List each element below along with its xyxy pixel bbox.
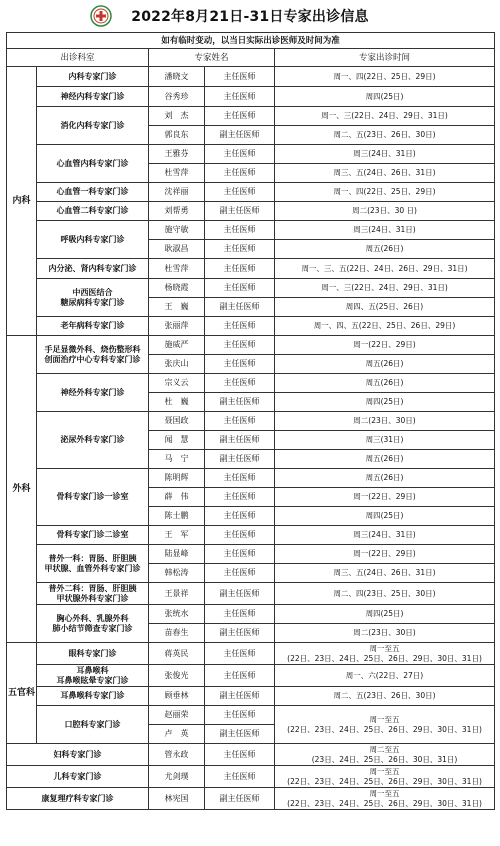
clinic-line: 耳鼻喉科 <box>76 665 109 675</box>
time-line: 周一至五 <box>369 766 400 776</box>
expert-name: 张庆山 <box>149 355 205 374</box>
clinic-time: 周三(24日、31日) <box>275 526 495 545</box>
clinic-time: 周二(23日、30 日) <box>275 202 495 221</box>
clinic-time: 周五(26日) <box>275 469 495 488</box>
category-wuguan: 五官科 <box>7 643 37 744</box>
clinic-time: 周五(26日) <box>275 374 495 393</box>
clinic-cell: 心血管一科专家门诊 <box>37 183 149 202</box>
expert-title: 副主任医师 <box>205 687 275 706</box>
expert-name: 张统水 <box>149 605 205 624</box>
notice-row <box>7 33 495 49</box>
clinic-cell: 口腔科专家门诊 <box>37 706 149 744</box>
clinic-cell <box>37 279 149 317</box>
clinic-line: 甲状腺、血管外科专家门诊 <box>44 563 141 573</box>
expert-title: 副主任医师 <box>205 202 275 221</box>
clinic-cell: 耳鼻喉科专家门诊 <box>37 687 149 706</box>
clinic-cell: 康复理疗科专家门诊 <box>7 788 149 810</box>
expert-name: 聂国政 <box>149 412 205 431</box>
expert-title: 副主任医师 <box>205 583 275 605</box>
clinic-time: 周一、三(22日、24日、29日、31日) <box>275 279 495 298</box>
expert-title: 副主任医师 <box>205 725 275 744</box>
clinic-cell: 骨科专家门诊二诊室 <box>37 526 149 545</box>
clinic-line: 胸心外科、乳腺外科 <box>56 613 129 623</box>
expert-title: 主任医师 <box>205 507 275 526</box>
clinic-time <box>275 706 495 744</box>
expert-title: 副主任医师 <box>205 450 275 469</box>
time-line: (23日、24日、25日、26日、30日、31日) <box>311 754 458 764</box>
clinic-cell: 儿科专家门诊 <box>7 766 149 788</box>
clinic-time: 周四(25日) <box>275 507 495 526</box>
table-row <box>7 336 495 355</box>
expert-name: 陈士鹏 <box>149 507 205 526</box>
expert-name: 尤剑璞 <box>149 766 205 788</box>
expert-name: 韩松涛 <box>149 564 205 583</box>
expert-title: 主任医师 <box>205 355 275 374</box>
clinic-cell: 内分泌、肾内科专家门诊 <box>37 259 149 279</box>
clinic-time: 周三、五(24日、26日、31日) <box>275 564 495 583</box>
expert-name: 杜雪萍 <box>149 164 205 183</box>
clinic-time: 周一(22日、29日) <box>275 545 495 564</box>
clinic-time: 周二、四(23日、25日、30日) <box>275 583 495 605</box>
time-line: 周二至五 <box>369 744 400 754</box>
expert-name: 施威严 <box>149 336 205 355</box>
table-row <box>7 469 495 488</box>
time-line: (22日、23日、24日、25日、26日、29日、30日、31日) <box>287 653 482 663</box>
clinic-time: 周三、五(24日、26日、31日) <box>275 164 495 183</box>
clinic-line: 耳鼻喉眩晕专家门诊 <box>56 675 129 685</box>
table-row <box>7 412 495 431</box>
clinic-time: 周五(26日) <box>275 450 495 469</box>
expert-title: 主任医师 <box>205 564 275 583</box>
clinic-time: 周三(24日、31日) <box>275 221 495 240</box>
expert-name: 张俊光 <box>149 665 205 687</box>
clinic-time: 周四(25日) <box>275 87 495 107</box>
table-row <box>7 605 495 624</box>
clinic-time: 周二(23日、30日) <box>275 412 495 431</box>
clinic-line: 创面治疗中心专科专家门诊 <box>44 354 141 364</box>
table-row <box>7 221 495 240</box>
expert-name: 刘 杰 <box>149 107 205 126</box>
expert-title: 主任医师 <box>205 545 275 564</box>
expert-title: 主任医师 <box>205 665 275 687</box>
clinic-time: 周一、四(22日、25日、29日) <box>275 183 495 202</box>
time-line: (22日、23日、24日、25日、26日、29日、30日、31日) <box>287 798 482 808</box>
expert-name: 耿淑昌 <box>149 240 205 259</box>
clinic-time: 周五(26日) <box>275 240 495 259</box>
table-row <box>7 183 495 202</box>
expert-title: 副主任医师 <box>205 788 275 810</box>
table-row <box>7 67 495 87</box>
expert-title: 主任医师 <box>205 469 275 488</box>
clinic-time: 周四(25日) <box>275 393 495 412</box>
clinic-time: 周一、三(22日、24日、29日、31日) <box>275 107 495 126</box>
expert-name: 陈明辉 <box>149 469 205 488</box>
expert-title: 主任医师 <box>205 488 275 507</box>
header-row <box>7 49 495 67</box>
time-line: (22日、23日、24日、25日、26日、29日、30日、31日) <box>287 776 482 786</box>
expert-name: 闻 慧 <box>149 431 205 450</box>
clinic-line: 甲状腺外科专家门诊 <box>56 593 129 603</box>
table-row <box>7 317 495 336</box>
clinic-cell <box>37 665 149 687</box>
expert-title: 主任医师 <box>205 317 275 336</box>
expert-name: 王 军 <box>149 526 205 545</box>
clinic-time <box>275 766 495 788</box>
clinic-time: 周四、五(25日、26日) <box>275 298 495 317</box>
clinic-time: 周二、五(23日、26日、30日) <box>275 687 495 706</box>
table-row <box>7 259 495 279</box>
table-row <box>7 583 495 605</box>
expert-name: 蒋英民 <box>149 643 205 665</box>
expert-name: 刘帮勇 <box>149 202 205 221</box>
clinic-line: 手足显微外科、烧伤整形科 <box>44 344 141 354</box>
table-row <box>7 545 495 564</box>
clinic-cell: 老年病科专家门诊 <box>37 317 149 336</box>
header-expert: 专家姓名 <box>149 49 275 67</box>
expert-title: 主任医师 <box>205 744 275 766</box>
expert-name: 郭良东 <box>149 126 205 145</box>
table-row <box>7 526 495 545</box>
time-line: 周一至五 <box>369 788 400 798</box>
table-row <box>7 202 495 221</box>
expert-title: 主任医师 <box>205 107 275 126</box>
clinic-cell: 神经外科专家门诊 <box>37 374 149 412</box>
clinic-cell: 消化内科专家门诊 <box>37 107 149 145</box>
schedule-table <box>6 32 495 810</box>
expert-title: 主任医师 <box>205 766 275 788</box>
clinic-cell: 眼科专家门诊 <box>37 643 149 665</box>
time-line: 周一至五 <box>369 714 400 724</box>
expert-title: 主任医师 <box>205 605 275 624</box>
table-row <box>7 744 495 766</box>
clinic-cell: 内科专家门诊 <box>37 67 149 87</box>
expert-name: 薛 伟 <box>149 488 205 507</box>
expert-name: 顾垂林 <box>149 687 205 706</box>
clinic-time: 周一、三、五(22日、24日、26日、29日、31日) <box>275 259 495 279</box>
expert-name: 张丽萍 <box>149 317 205 336</box>
clinic-cell: 骨科专家门诊一诊室 <box>37 469 149 526</box>
expert-title: 主任医师 <box>205 183 275 202</box>
clinic-time <box>275 744 495 766</box>
expert-name: 沈祥丽 <box>149 183 205 202</box>
expert-title: 主任医师 <box>205 412 275 431</box>
expert-title: 主任医师 <box>205 374 275 393</box>
clinic-time: 周一、四、五(22日、25日、26日、29日) <box>275 317 495 336</box>
expert-name: 卢 英 <box>149 725 205 744</box>
expert-name: 陆显峰 <box>149 545 205 564</box>
expert-name: 杜雪萍 <box>149 259 205 279</box>
header-time: 专家出诊时间 <box>275 49 495 67</box>
expert-title: 主任医师 <box>205 526 275 545</box>
clinic-cell: 呼吸内科专家门诊 <box>37 221 149 259</box>
clinic-line: 中西医结合 <box>72 287 113 297</box>
time-line: (22日、23日、24日、25日、26日、29日、30日、31日) <box>287 724 482 734</box>
clinic-time: 周一(22日、29日) <box>275 488 495 507</box>
clinic-line: 普外一科：胃肠、肝胆胰 <box>48 553 137 563</box>
expert-title: 副主任医师 <box>205 298 275 317</box>
clinic-time: 周一、六(22日、27日) <box>275 665 495 687</box>
page-title: 2022年8月21日-31日专家出诊信息 <box>131 9 369 25</box>
expert-name: 林宪国 <box>149 788 205 810</box>
expert-name: 谷秀珍 <box>149 87 205 107</box>
clinic-time <box>275 788 495 810</box>
table-row <box>7 87 495 107</box>
table-row <box>7 788 495 810</box>
expert-name: 杜 巍 <box>149 393 205 412</box>
time-line: 周一至五 <box>369 643 400 653</box>
expert-name: 王雅芬 <box>149 145 205 164</box>
expert-title: 主任医师 <box>205 706 275 725</box>
expert-title: 副主任医师 <box>205 126 275 145</box>
expert-name: 潘晓文 <box>149 67 205 87</box>
expert-name: 王 巍 <box>149 298 205 317</box>
clinic-time: 周四(25日) <box>275 605 495 624</box>
table-row <box>7 643 495 665</box>
table-row <box>7 279 495 298</box>
expert-title: 主任医师 <box>205 336 275 355</box>
clinic-line: 糖尿病科专家门诊 <box>60 297 125 307</box>
expert-title: 主任医师 <box>205 67 275 87</box>
clinic-time: 周二、五(23日、26日、30日) <box>275 126 495 145</box>
clinic-cell <box>37 336 149 374</box>
expert-title: 主任医师 <box>205 87 275 107</box>
table-row <box>7 107 495 126</box>
table-row <box>7 706 495 725</box>
clinic-time: 周五(26日) <box>275 355 495 374</box>
header-clinic: 出诊科室 <box>7 49 149 67</box>
clinic-cell: 心血管二科专家门诊 <box>37 202 149 221</box>
expert-name: 杨晓霞 <box>149 279 205 298</box>
clinic-cell: 泌尿外科专家门诊 <box>37 412 149 469</box>
clinic-time: 周一(22日、29日) <box>275 336 495 355</box>
clinic-cell <box>37 545 149 583</box>
clinic-cell: 心血管内科专家门诊 <box>37 145 149 183</box>
expert-name: 管永政 <box>149 744 205 766</box>
page-header <box>0 0 500 32</box>
clinic-time: 周二(23日、30日) <box>275 624 495 643</box>
expert-name: 宗义云 <box>149 374 205 393</box>
expert-name: 马 宁 <box>149 450 205 469</box>
expert-title: 主任医师 <box>205 279 275 298</box>
table-row <box>7 687 495 706</box>
expert-title: 主任医师 <box>205 240 275 259</box>
expert-title: 副主任医师 <box>205 393 275 412</box>
clinic-time <box>275 643 495 665</box>
clinic-time: 周一、四(22日、25日、29日) <box>275 67 495 87</box>
clinic-cell: 妇科专家门诊 <box>7 744 149 766</box>
expert-title: 主任医师 <box>205 145 275 164</box>
clinic-line: 普外二科：胃肠、肝胆胰 <box>48 583 137 593</box>
clinic-cell <box>37 583 149 605</box>
expert-name: 施守敏 <box>149 221 205 240</box>
expert-title: 副主任医师 <box>205 431 275 450</box>
clinic-cell <box>37 605 149 643</box>
category-neike: 内科 <box>7 67 37 336</box>
expert-name: 赵丽荣 <box>149 706 205 725</box>
expert-name: 苗春生 <box>149 624 205 643</box>
category-waike: 外科 <box>7 336 37 643</box>
expert-name: 王景祥 <box>149 583 205 605</box>
clinic-time: 周三(24日、31日) <box>275 145 495 164</box>
clinic-cell: 神经内科专家门诊 <box>37 87 149 107</box>
table-row <box>7 145 495 164</box>
notice-text: 如有临时变动，以当日实际出诊医师及时间为准 <box>7 33 495 49</box>
expert-title: 主任医师 <box>205 643 275 665</box>
table-row <box>7 665 495 687</box>
expert-title: 副主任医师 <box>205 624 275 643</box>
table-row <box>7 374 495 393</box>
clinic-line: 肺小结节筛查专家门诊 <box>52 623 133 633</box>
table-row <box>7 766 495 788</box>
clinic-time: 周三(31日) <box>275 431 495 450</box>
expert-title: 主任医师 <box>205 164 275 183</box>
expert-title: 主任医师 <box>205 221 275 240</box>
expert-title: 主任医师 <box>205 259 275 279</box>
